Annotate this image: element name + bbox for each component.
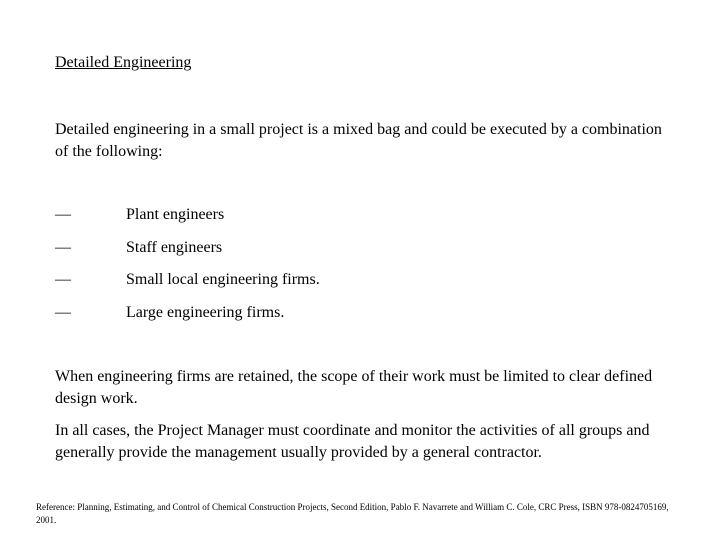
project-manager-paragraph: In all cases, the Project Manager must coordinate and monitor the activities of all groups and generally provide the management usually provided by a general contractor. (55, 422, 650, 461)
list-item-label: Large engineering firms. (126, 303, 285, 321)
list-item-label: Staff engineers (126, 238, 223, 256)
intro-paragraph: Detailed engineering in a small project is a mixed bag and could be executed by a combination of the following: (55, 121, 662, 160)
list-item-label: Small local engineering firms. (126, 271, 320, 288)
dash-marker: — (55, 206, 71, 223)
page-title: Detailed Engineering (55, 54, 192, 71)
list-item-label: Plant engineers (126, 206, 225, 223)
dash-marker: — (55, 271, 71, 288)
dash-marker: — (55, 238, 71, 256)
dash-marker: — (55, 303, 71, 321)
reference-note: Reference: Planning, Estimating, and Control of Chemical Construction Projects, Second Edition, Pablo F. Navarrete and William C. Cole, CRC Press, ISBN 978-0824705169, 2001. (36, 502, 669, 525)
engineering-firms-paragraph: When engineering firms are retained, the scope of their work must be limited to clear defined design work. (55, 368, 653, 407)
